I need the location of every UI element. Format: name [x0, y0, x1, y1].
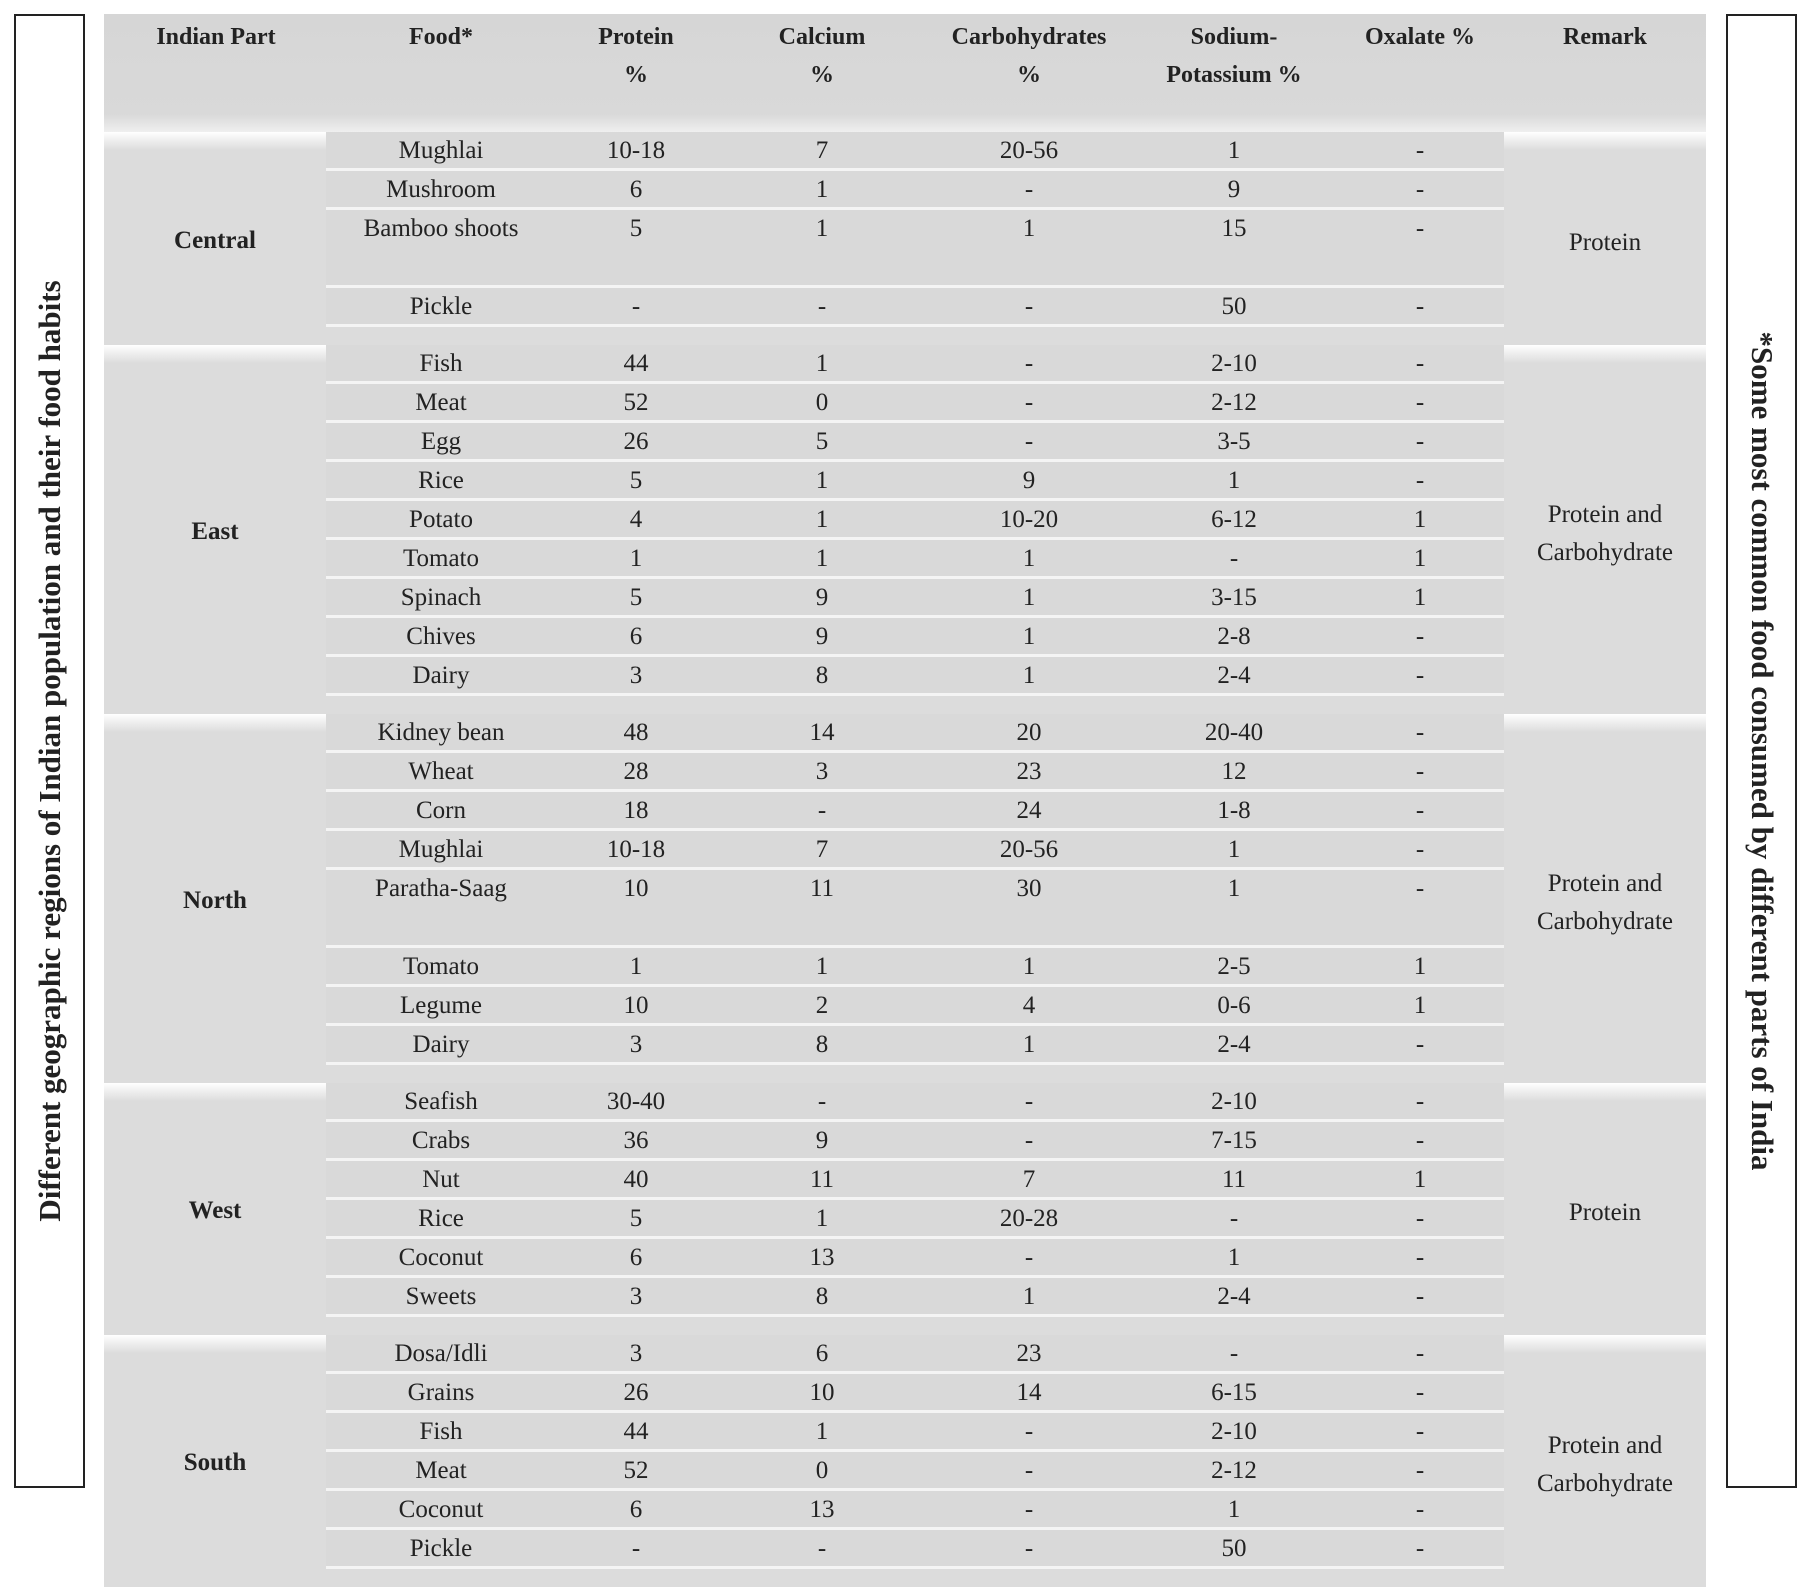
table-row	[326, 714, 1504, 753]
header-line: Calcium	[778, 24, 866, 50]
header-line: Carbohydrates	[951, 24, 1107, 50]
cell-food: Wheat	[408, 758, 474, 785]
cell-sodium-potassium: 7-15	[1211, 1127, 1257, 1154]
cell-sodium-potassium: 3-15	[1211, 584, 1257, 611]
cell-calcium: -	[817, 1535, 827, 1562]
header-indian-part	[106, 18, 326, 56]
cell-carbohydrates: -	[1024, 293, 1034, 320]
cell-food: Kidney bean	[377, 719, 505, 746]
cell-calcium: 9	[815, 584, 829, 611]
table-row	[326, 288, 1504, 327]
cell-oxalate: -	[1415, 1127, 1425, 1154]
cell-food: Nut	[422, 1166, 460, 1193]
header-oxalate	[1330, 18, 1510, 56]
cell-carbohydrates: 1	[1022, 545, 1036, 572]
region-remark	[1504, 496, 1706, 572]
cell-sodium-potassium: 3-5	[1217, 428, 1251, 455]
table-row	[326, 1491, 1504, 1530]
region-remark	[1504, 1194, 1706, 1232]
cell-sodium-potassium: -	[1229, 1340, 1239, 1367]
table-row	[326, 1374, 1504, 1413]
cell-oxalate: -	[1415, 215, 1425, 242]
cell-protein: 10	[623, 992, 649, 1019]
region-band-east	[104, 345, 1706, 714]
cell-protein: 5	[629, 584, 643, 611]
cell-oxalate: -	[1415, 1418, 1425, 1445]
header-line: Sodium-	[1190, 24, 1278, 50]
cell-calcium: 1	[815, 545, 829, 572]
cell-oxalate: 1	[1413, 992, 1427, 1019]
cell-sodium-potassium: 1	[1227, 1244, 1241, 1271]
cell-carbohydrates: -	[1024, 176, 1034, 203]
remark-line: Protein and	[1547, 500, 1663, 528]
cell-protein: 5	[629, 215, 643, 242]
cell-calcium: 1	[815, 176, 829, 203]
region-name: East	[191, 517, 239, 545]
cell-sodium-potassium: 6-15	[1211, 1379, 1257, 1406]
cell-food: Coconut	[398, 1244, 484, 1271]
table-header	[104, 14, 1706, 132]
cell-calcium: 1	[815, 1418, 829, 1445]
cell-food: Tomato	[402, 545, 479, 572]
cell-sodium-potassium: 0-6	[1217, 992, 1251, 1019]
cell-calcium: 1	[815, 953, 829, 980]
cell-oxalate: -	[1415, 1205, 1425, 1232]
table-row	[326, 831, 1504, 870]
cell-sodium-potassium: 2-4	[1217, 662, 1251, 689]
cell-calcium: 8	[815, 1283, 829, 1310]
cell-carbohydrates: 23	[1016, 1340, 1042, 1367]
cell-food: Potato	[409, 506, 473, 533]
cell-oxalate: -	[1415, 875, 1425, 902]
cell-food: Tomato	[402, 953, 479, 980]
cell-carbohydrates: -	[1024, 1457, 1034, 1484]
cell-protein: -	[631, 293, 641, 320]
cell-sodium-potassium: 2-5	[1217, 953, 1251, 980]
cell-calcium: 2	[815, 992, 829, 1019]
cell-carbohydrates: 20-28	[999, 1205, 1059, 1232]
cell-oxalate: 1	[1413, 584, 1427, 611]
remark-line: Carbohydrate	[1536, 907, 1674, 935]
region-name: Central	[174, 226, 256, 254]
cell-oxalate: -	[1415, 1535, 1425, 1562]
header-line: Indian Part	[156, 24, 276, 50]
table-row	[326, 1278, 1504, 1317]
region-remark	[1504, 224, 1706, 262]
cell-food: Pickle	[409, 293, 473, 320]
remark-line: Carbohydrate	[1536, 1470, 1674, 1497]
cell-sodium-potassium: 2-10	[1211, 1418, 1257, 1445]
cell-sodium-potassium: 6-12	[1211, 506, 1257, 533]
cell-protein: 18	[623, 797, 649, 824]
remark-line: Carbohydrate	[1536, 538, 1674, 566]
cell-calcium: 8	[815, 1031, 829, 1058]
cell-protein: 48	[623, 719, 649, 746]
table-row	[326, 210, 1504, 288]
cell-sodium-potassium: 20-40	[1204, 719, 1264, 746]
cell-carbohydrates: -	[1024, 1535, 1034, 1562]
cell-protein: 6	[629, 1244, 643, 1271]
cell-oxalate: -	[1415, 1088, 1425, 1115]
cell-carbohydrates: -	[1024, 350, 1034, 377]
cell-food: Dairy	[412, 662, 470, 689]
cell-sodium-potassium: 11	[1221, 1166, 1247, 1193]
cell-food: Meat	[415, 389, 467, 416]
header-line: %	[624, 62, 648, 88]
food-habits-table	[104, 14, 1706, 1562]
cell-protein: 3	[629, 1283, 643, 1310]
left-side-caption-box	[14, 14, 85, 1488]
cell-protein: 6	[629, 623, 643, 650]
header-food	[326, 18, 556, 56]
cell-calcium: 9	[815, 1127, 829, 1154]
cell-calcium: 1	[815, 506, 829, 533]
cell-oxalate: -	[1415, 293, 1425, 320]
cell-oxalate: -	[1415, 350, 1425, 377]
cell-protein: 3	[629, 662, 643, 689]
cell-food: Bamboo shoots	[363, 215, 519, 242]
region-remark	[1504, 1427, 1706, 1503]
cell-carbohydrates: -	[1024, 1244, 1034, 1271]
cell-carbohydrates: 9	[1022, 467, 1036, 494]
cell-sodium-potassium: 1	[1227, 137, 1241, 164]
cell-oxalate: -	[1415, 428, 1425, 455]
cell-protein: 28	[623, 758, 649, 785]
cell-sodium-potassium: 1	[1227, 467, 1241, 494]
cell-carbohydrates: 1	[1022, 215, 1036, 242]
cell-carbohydrates: 10-20	[999, 506, 1059, 533]
cell-food: Egg	[420, 428, 462, 455]
cell-sodium-potassium: 2-10	[1211, 1088, 1257, 1115]
cell-protein: 1	[629, 545, 643, 572]
header-line: Remark	[1563, 24, 1647, 50]
cell-sodium-potassium: 2-8	[1217, 623, 1251, 650]
remark-line: Protein	[1568, 1199, 1642, 1226]
cell-protein: 40	[623, 1166, 649, 1193]
cell-oxalate: -	[1415, 1379, 1425, 1406]
cell-calcium: -	[817, 293, 827, 320]
table-row	[326, 1530, 1504, 1569]
cell-sodium-potassium: 50	[1221, 293, 1247, 320]
cell-sodium-potassium: 1	[1227, 1496, 1241, 1523]
header-protein	[546, 18, 726, 94]
cell-carbohydrates: 1	[1022, 953, 1036, 980]
cell-oxalate: 1	[1413, 1166, 1427, 1193]
cell-food: Pickle	[409, 1535, 473, 1562]
table-row	[326, 1200, 1504, 1239]
cell-food: Legume	[400, 992, 482, 1019]
cell-sodium-potassium: 9	[1227, 176, 1241, 203]
table-row	[326, 1083, 1504, 1122]
header-line: %	[1017, 62, 1041, 88]
header-line: %	[810, 62, 834, 88]
cell-sodium-potassium: 1-8	[1217, 797, 1251, 824]
table-row	[326, 384, 1504, 423]
cell-calcium: 13	[809, 1244, 835, 1271]
cell-protein: 5	[629, 1205, 643, 1232]
cell-oxalate: -	[1415, 1457, 1425, 1484]
table-row	[326, 870, 1504, 948]
table-row	[326, 579, 1504, 618]
cell-carbohydrates: 24	[1016, 797, 1042, 824]
cell-food: Fish	[419, 1418, 463, 1445]
table-row	[326, 753, 1504, 792]
cell-protein: 5	[629, 467, 643, 494]
cell-carbohydrates: 1	[1022, 1031, 1036, 1058]
cell-oxalate: 1	[1413, 545, 1427, 572]
table-row	[326, 1026, 1504, 1065]
cell-carbohydrates: 1	[1022, 662, 1036, 689]
cell-sodium-potassium: 15	[1221, 215, 1247, 242]
cell-calcium: -	[817, 1088, 827, 1115]
region-name: South	[183, 1449, 247, 1476]
header-carbohydrates	[914, 18, 1144, 94]
table-row	[326, 345, 1504, 384]
cell-food: Mughlai	[398, 137, 484, 164]
cell-carbohydrates: 1	[1022, 623, 1036, 650]
header-line: Protein	[598, 24, 674, 50]
cell-oxalate: -	[1415, 1244, 1425, 1271]
cell-oxalate: -	[1415, 662, 1425, 689]
cell-protein: 6	[629, 176, 643, 203]
cell-sodium-potassium: -	[1229, 545, 1239, 572]
cell-food: Paratha-Saag	[375, 875, 507, 902]
cell-carbohydrates: 14	[1016, 1379, 1042, 1406]
header-remark	[1505, 18, 1705, 56]
cell-carbohydrates: -	[1024, 1496, 1034, 1523]
cell-calcium: 1	[815, 215, 829, 242]
cell-food: Dosa/Idli	[394, 1340, 488, 1367]
cell-carbohydrates: 1	[1022, 1283, 1036, 1310]
cell-carbohydrates: 7	[1022, 1166, 1036, 1193]
table-row	[326, 501, 1504, 540]
region-band-south	[104, 1335, 1706, 1587]
cell-calcium: 13	[809, 1496, 835, 1523]
cell-carbohydrates: 20	[1016, 719, 1042, 746]
cell-oxalate: -	[1415, 758, 1425, 785]
remark-line: Protein	[1568, 228, 1642, 256]
cell-food: Spinach	[400, 584, 482, 611]
header-calcium	[732, 18, 912, 94]
cell-calcium: 7	[815, 836, 829, 863]
cell-oxalate: -	[1415, 467, 1425, 494]
table-row	[326, 792, 1504, 831]
cell-food: Meat	[415, 1457, 467, 1484]
cell-oxalate: -	[1415, 389, 1425, 416]
cell-calcium: 6	[815, 1340, 829, 1367]
cell-sodium-potassium: 1	[1227, 875, 1241, 902]
cell-protein: 10-18	[606, 137, 666, 164]
cell-sodium-potassium: 2-12	[1211, 1457, 1257, 1484]
cell-oxalate: -	[1415, 176, 1425, 203]
cell-food: Corn	[416, 797, 466, 824]
region-band-central	[104, 132, 1706, 345]
remark-line: Protein and	[1547, 869, 1663, 897]
cell-calcium: 10	[809, 1379, 835, 1406]
cell-calcium: 1	[815, 1205, 829, 1232]
cell-sodium-potassium: 2-4	[1217, 1283, 1251, 1310]
cell-food: Grains	[407, 1379, 475, 1406]
cell-food: Sweets	[405, 1283, 477, 1310]
cell-sodium-potassium: 12	[1221, 758, 1247, 785]
cell-protein: 10	[623, 875, 649, 902]
cell-calcium: 0	[815, 1457, 829, 1484]
region-name: West	[188, 1197, 242, 1224]
cell-food: Rice	[418, 1205, 464, 1232]
cell-carbohydrates: -	[1024, 1127, 1034, 1154]
cell-sodium-potassium: 50	[1221, 1535, 1247, 1562]
table-row	[326, 1335, 1504, 1374]
region-remark	[1504, 865, 1706, 941]
cell-food: Rice	[418, 467, 464, 494]
table-row	[326, 987, 1504, 1026]
cell-oxalate: -	[1415, 1283, 1425, 1310]
cell-oxalate: -	[1415, 623, 1425, 650]
cell-carbohydrates: 20-56	[999, 137, 1059, 164]
cell-calcium: 5	[815, 428, 829, 455]
cell-carbohydrates: 30	[1016, 875, 1042, 902]
table-row	[326, 1161, 1504, 1200]
cell-carbohydrates: 20-56	[999, 836, 1059, 863]
right-side-caption-box	[1726, 14, 1797, 1488]
cell-food: Mushroom	[386, 176, 496, 203]
cell-sodium-potassium: 2-10	[1211, 350, 1257, 377]
cell-carbohydrates: -	[1024, 1088, 1034, 1115]
table-row	[326, 171, 1504, 210]
cell-protein: 4	[629, 506, 643, 533]
cell-food: Mughlai	[398, 836, 484, 863]
region-band-north	[104, 714, 1706, 1083]
right-side-caption: *Some most common food consumed by different parts of India	[1744, 331, 1780, 1171]
cell-food: Chives	[406, 623, 476, 650]
cell-protein: 10-18	[606, 836, 666, 863]
cell-oxalate: -	[1415, 1031, 1425, 1058]
cell-carbohydrates: 23	[1016, 758, 1042, 785]
table-row	[326, 462, 1504, 501]
cell-calcium: 8	[815, 662, 829, 689]
table-row	[326, 657, 1504, 696]
cell-food: Fish	[419, 350, 463, 377]
table-row	[326, 948, 1504, 987]
cell-oxalate: -	[1415, 719, 1425, 746]
cell-oxalate: 1	[1413, 506, 1427, 533]
cell-protein: 36	[623, 1127, 649, 1154]
cell-oxalate: -	[1415, 137, 1425, 164]
left-side-caption: Different geographic regions of Indian population and their food habits	[31, 280, 67, 1222]
table-row	[326, 618, 1504, 657]
region-band-west	[104, 1083, 1706, 1335]
cell-protein: -	[631, 1535, 641, 1562]
cell-protein: 52	[623, 1457, 649, 1484]
table-row	[326, 540, 1504, 579]
cell-oxalate: -	[1415, 1340, 1425, 1367]
cell-calcium: 1	[815, 350, 829, 377]
cell-protein: 52	[623, 389, 649, 416]
cell-protein: 3	[629, 1031, 643, 1058]
table-row	[326, 1122, 1504, 1161]
cell-food: Dairy	[412, 1031, 470, 1058]
cell-calcium: 1	[815, 467, 829, 494]
cell-calcium: 9	[815, 623, 829, 650]
cell-calcium: -	[817, 797, 827, 824]
header-line: Potassium %	[1166, 62, 1302, 88]
cell-protein: 6	[629, 1496, 643, 1523]
header-line: Food*	[408, 24, 473, 50]
table-row	[326, 132, 1504, 171]
table-row	[326, 1452, 1504, 1491]
table-row	[326, 423, 1504, 462]
remark-line: Protein and	[1547, 1432, 1663, 1459]
cell-calcium: 3	[815, 758, 829, 785]
cell-protein: 26	[623, 1379, 649, 1406]
table-row	[326, 1413, 1504, 1452]
table-row	[326, 1239, 1504, 1278]
cell-sodium-potassium: 2-4	[1217, 1031, 1251, 1058]
cell-sodium-potassium: -	[1229, 1205, 1239, 1232]
cell-protein: 44	[623, 1418, 649, 1445]
header-line: Oxalate %	[1365, 24, 1475, 50]
cell-carbohydrates: 4	[1022, 992, 1036, 1019]
cell-sodium-potassium: 1	[1227, 836, 1241, 863]
cell-carbohydrates: -	[1024, 428, 1034, 455]
cell-food: Crabs	[411, 1127, 471, 1154]
cell-oxalate: -	[1415, 836, 1425, 863]
cell-calcium: 14	[809, 719, 835, 746]
cell-protein: 30-40	[606, 1088, 666, 1115]
cell-protein: 26	[623, 428, 649, 455]
cell-food: Coconut	[398, 1496, 484, 1523]
cell-protein: 1	[629, 953, 643, 980]
cell-carbohydrates: 1	[1022, 584, 1036, 611]
cell-oxalate: -	[1415, 1496, 1425, 1523]
cell-oxalate: 1	[1413, 953, 1427, 980]
cell-carbohydrates: -	[1024, 1418, 1034, 1445]
cell-oxalate: -	[1415, 797, 1425, 824]
cell-protein: 44	[623, 350, 649, 377]
cell-calcium: 0	[815, 389, 829, 416]
cell-protein: 3	[629, 1340, 643, 1367]
header-sodium-potassium	[1119, 18, 1349, 94]
cell-calcium: 11	[809, 1166, 835, 1193]
region-name: North	[183, 886, 247, 914]
cell-carbohydrates: -	[1024, 389, 1034, 416]
cell-calcium: 7	[815, 137, 829, 164]
cell-food: Seafish	[404, 1088, 478, 1115]
cell-calcium: 11	[809, 875, 835, 902]
cell-sodium-potassium: 2-12	[1211, 389, 1257, 416]
